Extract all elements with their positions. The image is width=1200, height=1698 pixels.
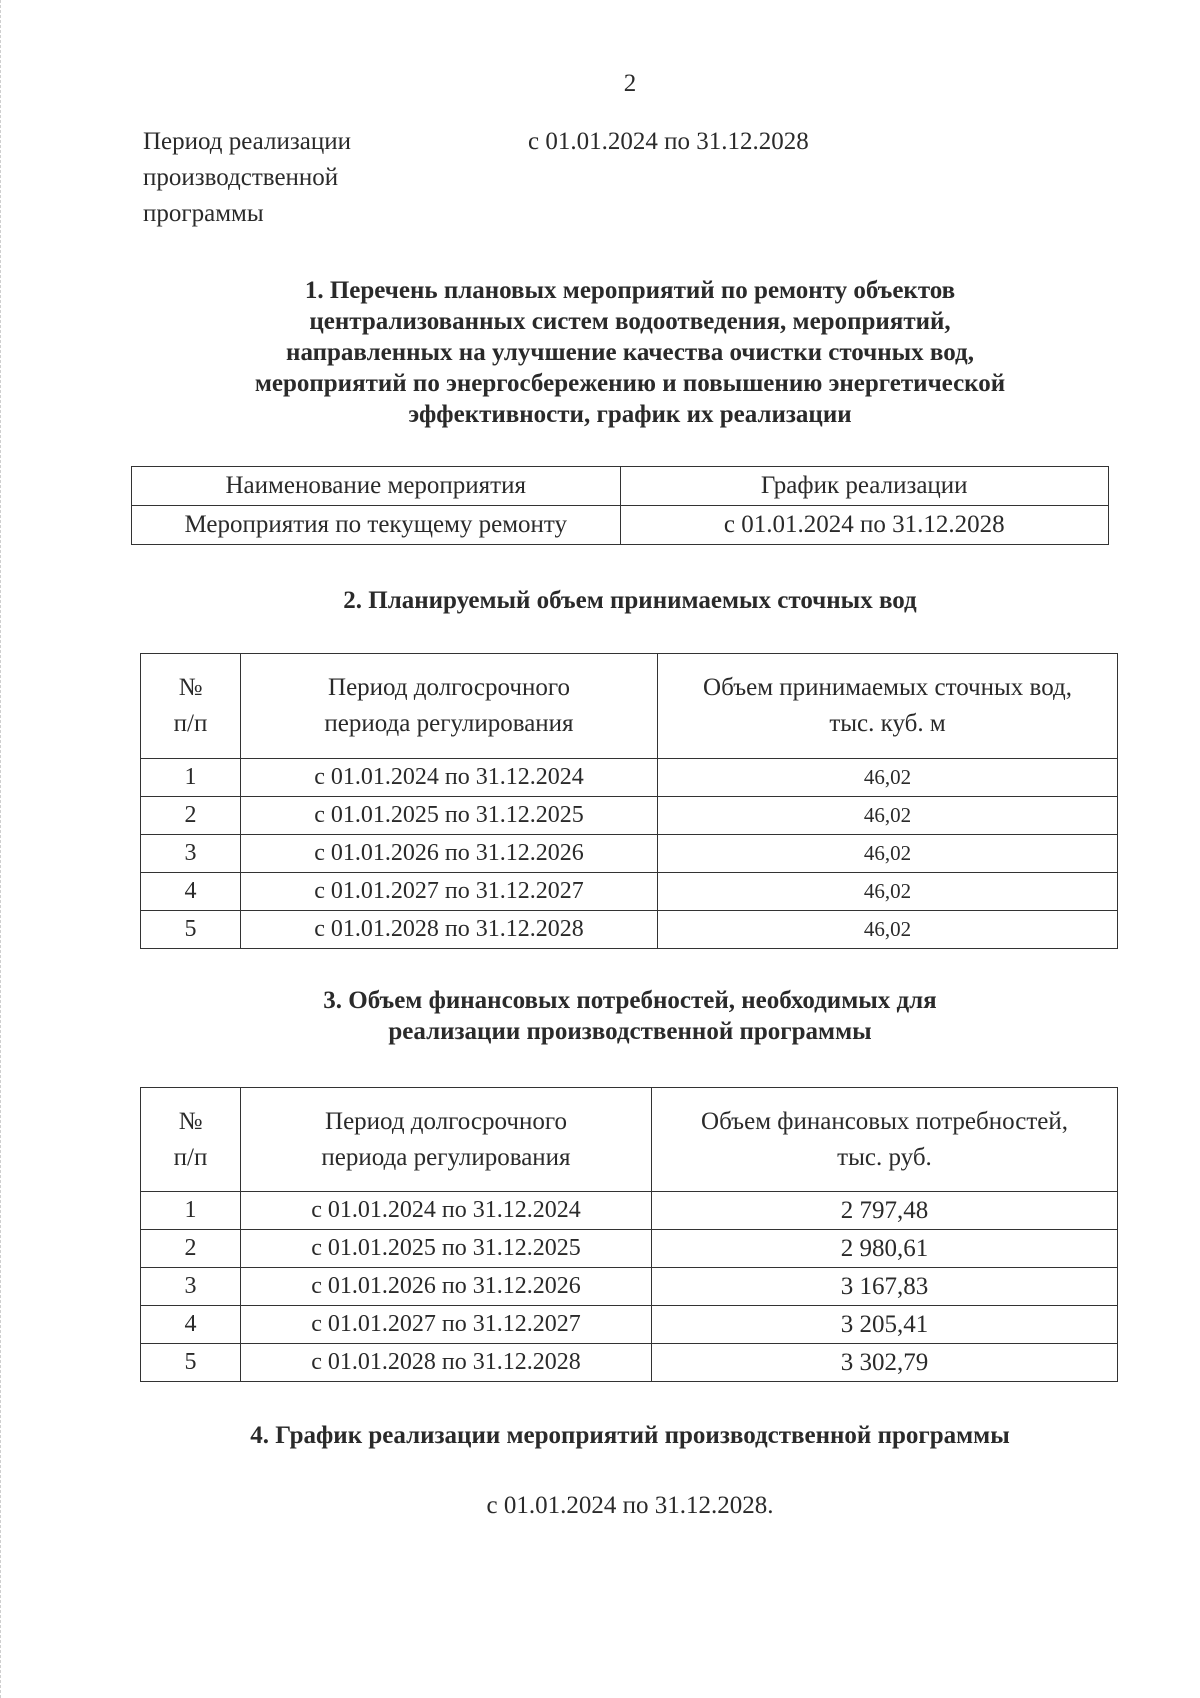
row-period: с 01.01.2028 по 31.12.2028 <box>241 1344 652 1382</box>
row-volume: 46,02 <box>658 835 1118 873</box>
row-period: с 01.01.2026 по 31.12.2026 <box>241 835 658 873</box>
row-number: 1 <box>141 1192 241 1230</box>
row-period: с 01.01.2026 по 31.12.2026 <box>241 1268 652 1306</box>
row-amount: 2 980,61 <box>652 1230 1118 1268</box>
column-header: № п/п <box>141 1088 241 1192</box>
table-row <box>141 797 1118 835</box>
schedule-period: с 01.01.2024 по 31.12.2028. <box>486 1492 774 1519</box>
section3-title: 3. Объем финансовых потребностей, необходимых для реализации производственной программы <box>323 987 937 1045</box>
row-number: 4 <box>141 1306 241 1344</box>
row-number: 2 <box>141 797 241 835</box>
row-period: с 01.01.2024 по 31.12.2024 <box>241 1192 652 1230</box>
row-period: с 01.01.2027 по 31.12.2027 <box>241 873 658 911</box>
row-number: 3 <box>141 1268 241 1306</box>
table-row <box>141 1306 1118 1344</box>
section1-title: 1. Перечень плановых мероприятий по ремонту объектов централизованных систем водоотведения, мероприятий, направленных на улучшение качества очистки сточных вод, мероприятий по энергосбережению и повышению энергетической эффективности, график их реализации <box>254 277 1006 428</box>
program-period-label: Период реализации производственной программы <box>143 128 351 227</box>
row-period: с 01.01.2025 по 31.12.2025 <box>241 797 658 835</box>
table-header-row <box>141 654 1118 759</box>
row-amount: 2 797,48 <box>652 1192 1118 1230</box>
table-row <box>141 1344 1118 1382</box>
table-row <box>141 1230 1118 1268</box>
column-header: Период долгосрочного периода регулирования <box>241 1088 652 1192</box>
row-amount: 3 167,83 <box>652 1268 1118 1306</box>
row-number: 4 <box>141 873 241 911</box>
row-period: с 01.01.2027 по 31.12.2027 <box>241 1306 652 1344</box>
row-period: с 01.01.2028 по 31.12.2028 <box>241 911 658 949</box>
column-header: Период долгосрочного периода регулирования <box>241 654 658 759</box>
row-number: 3 <box>141 835 241 873</box>
table-row <box>141 911 1118 949</box>
wastewater-volume-table <box>140 653 1118 949</box>
row-period: с 01.01.2025 по 31.12.2025 <box>241 1230 652 1268</box>
table-row <box>141 873 1118 911</box>
table-header-row <box>132 467 1109 506</box>
table-row <box>141 835 1118 873</box>
activity-schedule: с 01.01.2024 по 31.12.2028 <box>620 506 1109 545</box>
row-volume: 46,02 <box>658 911 1118 949</box>
section2-title: 2. Планируемый объем принимаемых сточных вод <box>343 587 917 614</box>
column-header: Наименование мероприятия <box>132 467 621 506</box>
table-row <box>132 506 1109 545</box>
row-number: 5 <box>141 911 241 949</box>
column-header: Объем принимаемых сточных вод, тыс. куб. м <box>658 654 1118 759</box>
financial-needs-table <box>140 1087 1118 1382</box>
table-row <box>141 1268 1118 1306</box>
page-number: 2 <box>623 70 637 97</box>
row-number: 1 <box>141 759 241 797</box>
row-amount: 3 302,79 <box>652 1344 1118 1382</box>
activities-table <box>131 466 1109 545</box>
table-row <box>141 1192 1118 1230</box>
table-header-row <box>141 1088 1118 1192</box>
activity-name: Мероприятия по текущему ремонту <box>132 506 621 545</box>
table-row <box>141 759 1118 797</box>
row-period: с 01.01.2024 по 31.12.2024 <box>241 759 658 797</box>
section4-title: 4. График реализации мероприятий производственной программы <box>250 1422 1010 1449</box>
column-header: График реализации <box>620 467 1109 506</box>
program-period-value: с 01.01.2024 по 31.12.2028 <box>528 128 809 155</box>
row-volume: 46,02 <box>658 759 1118 797</box>
row-volume: 46,02 <box>658 873 1118 911</box>
column-header: Объем финансовых потребностей, тыс. руб. <box>652 1088 1118 1192</box>
column-header: № п/п <box>141 654 241 759</box>
program-period <box>143 124 1043 234</box>
row-amount: 3 205,41 <box>652 1306 1118 1344</box>
row-volume: 46,02 <box>658 797 1118 835</box>
row-number: 2 <box>141 1230 241 1268</box>
row-number: 5 <box>141 1344 241 1382</box>
